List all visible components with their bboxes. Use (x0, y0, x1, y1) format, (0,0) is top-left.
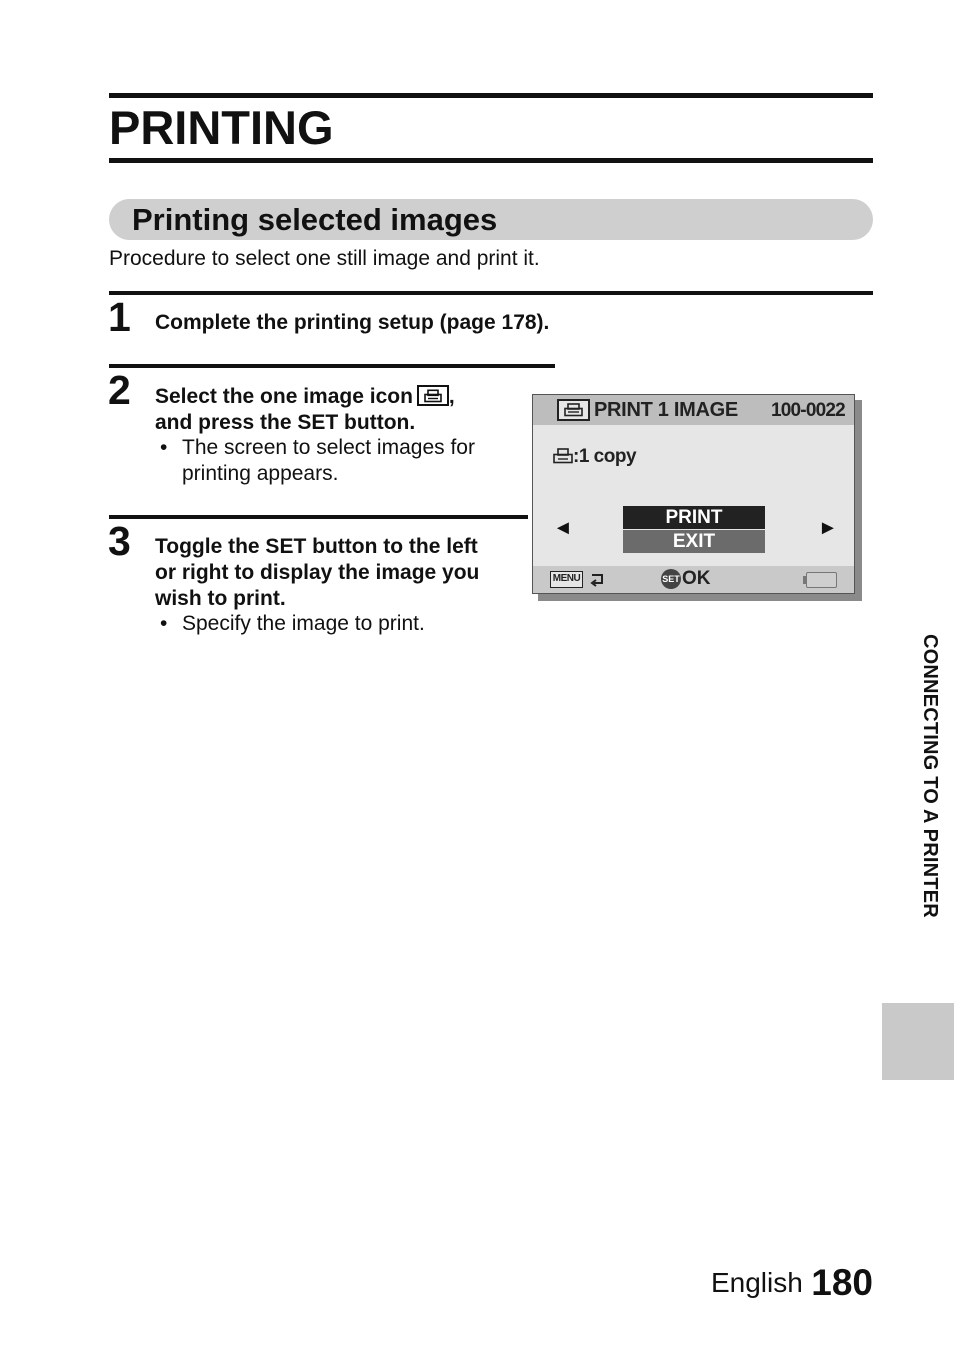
page-footer (711, 1262, 873, 1304)
camera-screen (532, 394, 855, 594)
menu-option-exit: EXIT (623, 530, 765, 553)
set-ok-label (661, 568, 711, 590)
copy-count-text: :1 copy (573, 446, 637, 467)
title-bottom-rule (109, 158, 873, 163)
file-number: 100-0022 (771, 400, 845, 421)
step-3-bullet-text: Specify the image to print. (182, 612, 425, 635)
page-title: PRINTING (109, 101, 334, 154)
step-3-line3: wish to print. (155, 587, 286, 610)
page-number: 180 (811, 1262, 873, 1303)
step-1-text: Complete the printing setup (page 178). (155, 311, 550, 334)
step-3-line1: Toggle the SET button to the left (155, 535, 478, 558)
screen-title: PRINT 1 IMAGE (594, 399, 738, 421)
printer-icon (557, 399, 590, 421)
screen-header (533, 395, 854, 425)
step-2-bullet (160, 435, 475, 487)
step-2-number: 2 (108, 367, 131, 413)
step-2-line2: and press the SET button. (155, 411, 416, 434)
left-arrow: ◄ (553, 517, 573, 539)
back-arrow-icon (588, 570, 606, 588)
printer-icon (553, 448, 573, 465)
intro-text: Procedure to select one still image and print it. (109, 247, 540, 270)
step-3-rule (109, 515, 528, 519)
bullet-dot: • (160, 612, 168, 635)
set-button-icon: SET (661, 569, 681, 589)
step-3-text (155, 534, 479, 612)
step-2-bullet-line2: printing appears. (182, 462, 339, 485)
step-2-comma: , (448, 385, 455, 408)
section-title: Printing selected images (132, 202, 498, 237)
right-arrow: ► (818, 517, 838, 539)
step-2-line1: Select the one image icon (155, 385, 413, 408)
print-menu (623, 506, 765, 553)
menu-button-tag: MENU (550, 571, 583, 588)
footer-language: English (710, 1267, 803, 1298)
menu-option-print: PRINT (623, 506, 765, 529)
side-tab-label: CONNECTING TO A PRINTER (919, 634, 941, 918)
print-one-image-icon (417, 385, 449, 406)
step-2-text (155, 384, 455, 436)
copy-count (553, 446, 636, 468)
side-tab-marker (882, 1003, 954, 1080)
ok-text: OK (682, 568, 711, 589)
bullet-dot: • (160, 436, 168, 459)
battery-icon (806, 572, 837, 588)
step-3-bullet (160, 611, 425, 637)
step-1-rule (109, 291, 873, 295)
screen-footer (533, 566, 854, 593)
step-2-rule (109, 364, 555, 368)
step-2-bullet-line1: The screen to select images for (182, 436, 475, 459)
step-3-line2: or right to display the image you (155, 561, 480, 584)
step-1-number: 1 (108, 294, 131, 340)
title-top-rule (109, 93, 873, 98)
step-3-number: 3 (108, 518, 131, 564)
